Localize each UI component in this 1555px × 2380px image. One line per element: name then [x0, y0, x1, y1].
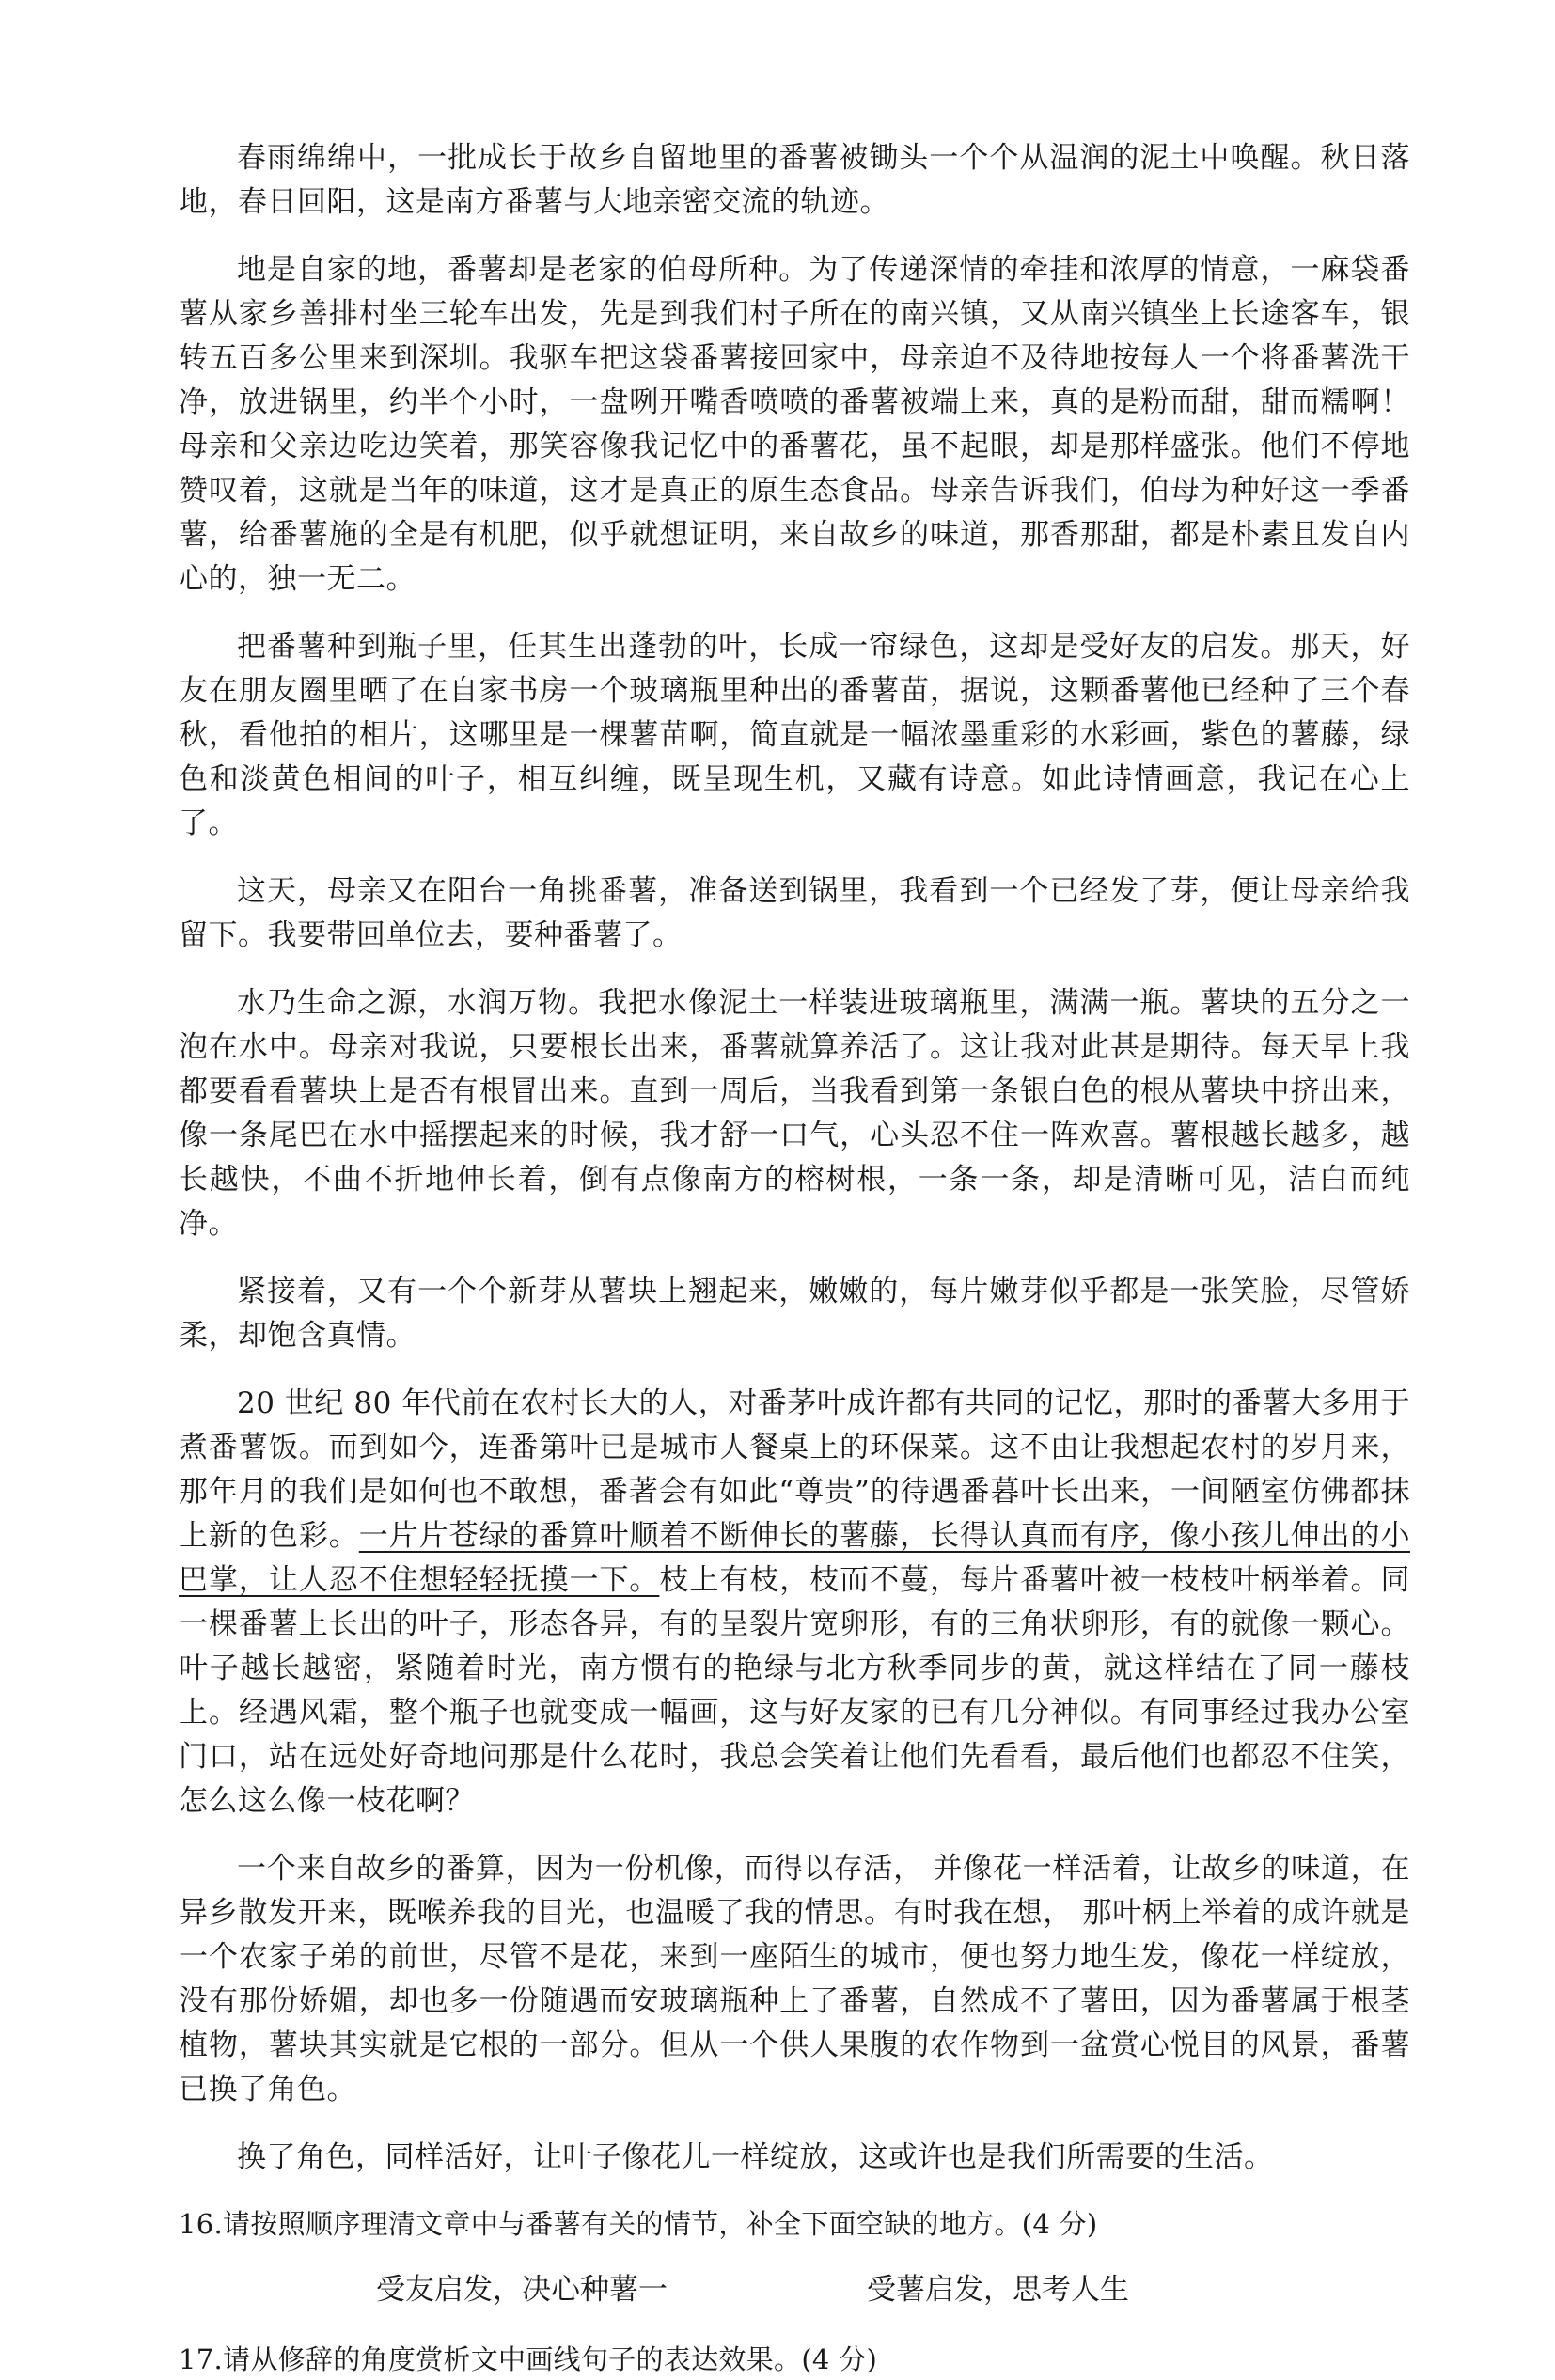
paragraph-7 [179, 1382, 1410, 1824]
flow-step-1: 受友启发，决心种薯一 [376, 2273, 668, 2307]
paragraph-5: 水乃生命之源，水润万物。我把水像泥土一样装进玻璃瓶里，满满一瓶。薯块的五分之一泡在水中。母亲对我说，只要根长出来，番薯就算养活了。这让我对此甚是期待。每天早上我都要看看薯块上是否有根冒出来。直到一周后，当我看到第一条银白色的根从薯块中挤出来，像一条尾巴在水中摇摆起来的时候，我才舒一口气，心头忍不住一阵欢喜。薯根越长越多，越长越快，不曲不折地伸长着，倒有点像南方的榕树根，一条一条，却是清晰可见，洁白而纯净。 [179, 986, 1410, 1241]
question-16: 16.请按照顺序理清文章中与番薯有关的情节，补全下面空缺的地方。(4 分) [179, 2208, 1098, 2240]
paragraph-4: 这天，母亲又在阳台一角挑番薯，准备送到锅里，我看到一个已经发了芽，便让母亲给我留下。我要带回单位去，要种番薯了。 [179, 874, 1410, 952]
answer-blank-1[interactable] [179, 2278, 376, 2310]
question-17: 17.请从修辞的角度赏析文中画线句子的表达效果。(4 分) [179, 2343, 878, 2375]
paragraph-2: 地是自家的地，番薯却是老家的伯母所种。为了传递深情的牵挂和浓厚的情意，一麻袋番薯从家乡善排村坐三轮车出发，先是到我们村子所在的南兴镇，又从南兴镇坐上长途客车，银转五百多公里来到深圳。我驱车把这袋番薯接回家中，母亲迫不及待地按每人一个将番薯洗干净，放进锅里，约半个小时，一盘咧开嘴香喷喷的番薯被端上来，真的是粉而甜，甜而糯啊！母亲和父亲边吃边笑着，那笑容像我记忆中的番薯花，虽不起眼，却是那样盛张。他们不停地赞叹着，这就是当年的味道，这才是真正的原生态食品。母亲告诉我们，伯母为种好这一季番薯，给番薯施的全是有机肥，似乎就想证明，来自故乡的味道，那香那甜，都是朴素且发自内心的，独一无二。 [179, 253, 1410, 596]
paragraph-7-text-before: 20 世纪 80 年代前在农村长大的人，对番茅叶成许都有共同的记忆，那时的番薯大多用于煮番薯饭。而到如今，连番第叶已是城市人餐桌上的环保菜。这不由让我想起农村的岁月来，那年月的我们是如何也不敢想，番著会有如此“尊贵”的待遇番暮叶长出来，一间陋室仿佛都抹上新的色彩。 [179, 1386, 1410, 1553]
answer-blank-2[interactable] [668, 2278, 867, 2310]
paragraph-9: 换了角色，同样活好，让叶子像花儿一样绽放，这或许也是我们所需要的生活。 [237, 2140, 1274, 2174]
paragraph-7-text-after: 枝上有枝，枝而不蔓，每片番薯叶被一枝枝叶柄举着。同一棵番薯上长出的叶子，形态各异，有的呈裂片宽卵形，有的三角状卵形，有的就像一颗心。叶子越长越密，紧随着时光，南方惯有的艳绿与北方秋季同步的黄，就这样结在了同一藤枝上。经遇风霜，整个瓶子也就变成一幅画，这与好友家的已有几分神似。有同事经过我办公室门口，站在远处好奇地问那是什么花时，我总会笑着让他们先看看，最后他们也都忍不住笑，怎么这么像一枝花啊？ [179, 1563, 1411, 1818]
paragraph-8: 一个来自故乡的番算，因为一份机像，而得以存活， 并像花一样活着，让故乡的味道，在异乡散发开来，既喉养我的目光，也温暖了我的情思。有时我在想， 那叶柄上举着的成许就是一个农家子弟的前世，尽管不是花，来到一座陌生的城市，便也努力地生发，像花一样绽放，没有那份娇媚，却也多一份随遇而安玻璃瓶种上了番薯，自然成不了薯田，因为番薯属于根茎植物，薯块其实就是它根的一部分。但从一个供人果腹的农作物到一盆赏心悦目的风景，番薯已换了角色。 [179, 1852, 1410, 2106]
paragraph-3: 把番薯种到瓶子里，任其生出蓬勃的叶，长成一帘绿色，这却是受好友的启发。那天，好友在朋友圈里晒了在自家书房一个玻璃瓶里种出的番薯苗，据说，这颗番薯他已经种了三个春秋，看他拍的相片，这哪里是一棵薯苗啊，简直就是一幅浓墨重彩的水彩画，紫色的薯藤，绿色和淡黄色相间的叶子，相互纠缠，既呈现生机，又藏有诗意。如此诗情画意，我记在心上了。 [179, 630, 1410, 840]
plot-flow-fill-in [179, 2269, 1410, 2310]
underlined-sentence: 一片片苍绿的番算叶顺着不断伸长的薯藤，长得认真而有序，像小孩儿伸出的小巴掌，让人忍不住想轻轻抚摸一下。 [179, 1519, 1411, 1597]
exam-page [179, 136, 1410, 2380]
paragraph-6: 紧接着，又有一个个新芽从薯块上翘起来，嫩嫩的，每片嫩芽似乎都是一张笑脸，尽管娇柔，却饱含真情。 [179, 1275, 1410, 1353]
flow-step-2: 受薯启发，思考人生 [867, 2273, 1129, 2307]
paragraph-1: 春雨绵绵中，一批成长于故乡自留地里的番薯被锄头一个个从温润的泥土中唤醒。秋日落地，春日回阳，这是南方番薯与大地亲密交流的轨迹。 [179, 141, 1410, 219]
